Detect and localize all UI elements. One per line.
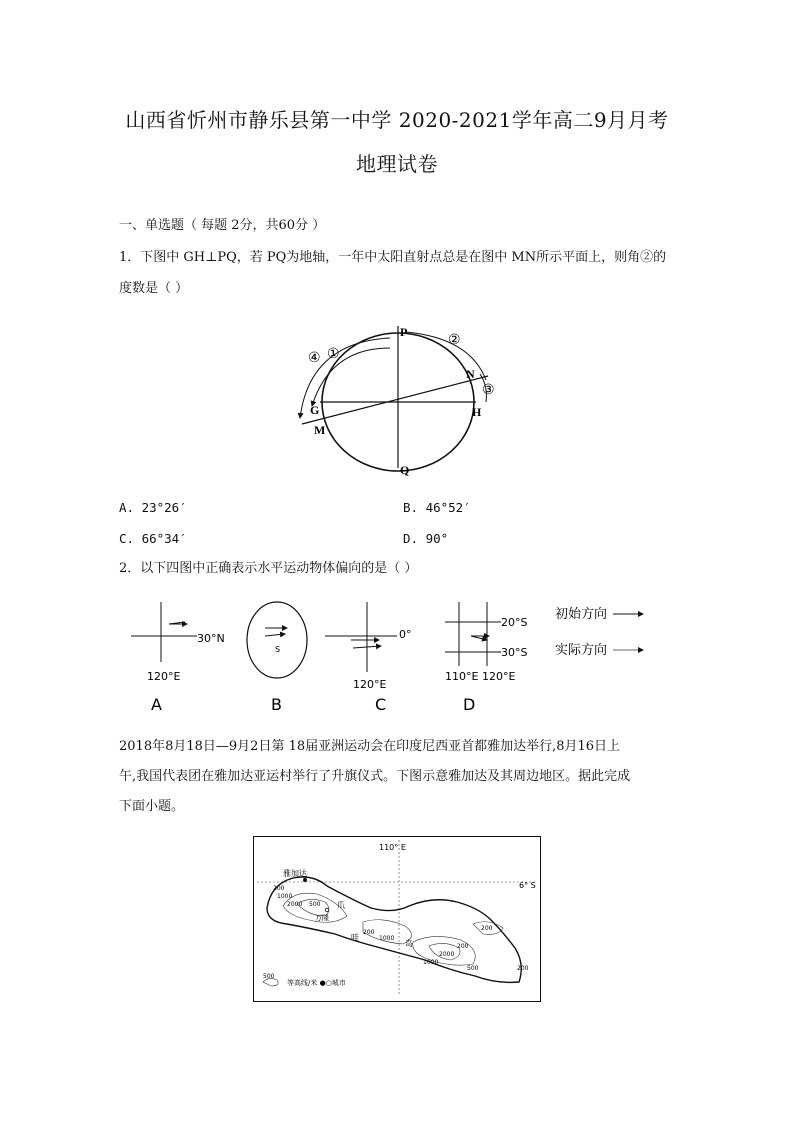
q1-option-d: D. 90° bbox=[403, 531, 449, 546]
map-peak-bandung: 万隆 bbox=[315, 914, 329, 922]
contour-label: 1000 bbox=[423, 959, 439, 966]
label-G: G bbox=[310, 403, 320, 417]
q1-figure bbox=[290, 318, 510, 480]
contour-label: 500 bbox=[467, 965, 479, 972]
fig-b-actual-arrow bbox=[265, 634, 285, 636]
fig-a-letter: A bbox=[151, 695, 162, 714]
q1-option-c: C. 66°34′ bbox=[119, 531, 187, 546]
fig-b-letter: B bbox=[271, 695, 282, 714]
label-M: M bbox=[314, 423, 326, 437]
contour-label: 2000 bbox=[287, 901, 303, 908]
q2-stem: 2．以下四图中正确表示水平运动物体偏向的是（ ） bbox=[119, 561, 418, 576]
page-title: 山西省忻州市静乐县第一中学 2020-2021学年高二9月月考 bbox=[125, 108, 669, 132]
label-H: H bbox=[472, 405, 482, 419]
q2-legend bbox=[555, 607, 643, 658]
label-P: P bbox=[400, 325, 408, 339]
fig-c bbox=[325, 602, 412, 714]
label-angle-4: ④ bbox=[308, 351, 321, 366]
label-angle-2: ② bbox=[448, 333, 461, 348]
fig-d-actual-arrow bbox=[471, 636, 487, 640]
fig-c-lon: 120°E bbox=[353, 678, 387, 691]
contour-label: 200 bbox=[273, 885, 285, 892]
q2-figures bbox=[125, 596, 665, 718]
fig-b-center: S bbox=[275, 645, 281, 654]
map-legend-text: 等高线/米 ●○城市 bbox=[287, 979, 346, 987]
contour-label: 200 bbox=[363, 929, 375, 936]
q1-stem-line2: 度数是（ ） bbox=[119, 281, 189, 296]
map-legend-value: 500 bbox=[263, 973, 275, 980]
q1-option-b: B. 46°52′ bbox=[403, 500, 471, 515]
label-angle-3: ③ bbox=[482, 383, 495, 398]
q1-option-a: A. 23°26′ bbox=[119, 500, 187, 515]
fig-d bbox=[445, 602, 527, 714]
fig-a-lon: 120°E bbox=[147, 670, 181, 683]
contour-label: 1000 bbox=[379, 935, 395, 942]
section-heading: 一、单选题（ 每题 2分，共60分 ） bbox=[119, 218, 326, 233]
map-island-char-3: 岛 bbox=[405, 939, 413, 948]
contour-label: 200 bbox=[517, 965, 529, 972]
contour-label: 1000 bbox=[277, 893, 293, 900]
fig-d-lat-top: 20°S bbox=[501, 616, 528, 629]
page-subtitle: 地理试卷 bbox=[356, 152, 438, 176]
fig-c-lat: 0° bbox=[399, 628, 412, 641]
label-Q: Q bbox=[400, 463, 410, 477]
fig-d-lat-bottom: 30°S bbox=[501, 646, 528, 659]
map-island-char-2: 哇 bbox=[351, 933, 359, 942]
jakarta-marker bbox=[303, 878, 307, 882]
legend-initial-label: 初始方向 bbox=[555, 607, 608, 622]
map-city-jakarta: 雅加达 bbox=[283, 869, 307, 878]
passage-line1: 2018年8月18日—9月2日第 18届亚洲运动会在印度尼西亚首都雅加达举行,8月16日上 bbox=[119, 739, 621, 754]
label-angle-1: ① bbox=[327, 347, 340, 362]
passage-line2: 午,我国代表团在雅加达亚运村举行了升旗仪式。下图示意雅加达及其周边地区。据此完成 bbox=[119, 769, 631, 784]
map-island-char-1: 爪 bbox=[337, 901, 345, 910]
line-mn bbox=[302, 376, 488, 424]
map-lon-label: 110° E bbox=[379, 843, 406, 852]
q1-stem-line1: 1．下图中 GH⊥PQ，若 PQ为地轴，一年中太阳直射点总是在图中 MN所示平面上，则角②的 bbox=[119, 250, 667, 265]
fig-a-lat: 30°N bbox=[197, 632, 225, 645]
fig-b bbox=[247, 602, 307, 714]
contour-label: 200 bbox=[457, 943, 469, 950]
label-N: N bbox=[466, 367, 475, 381]
map-lat-label: 6° S bbox=[519, 881, 536, 890]
fig-c-letter: C bbox=[375, 695, 387, 714]
fig-d-letter: D bbox=[463, 695, 476, 714]
contour-label: 500 bbox=[309, 901, 321, 908]
contour-label: 2000 bbox=[439, 951, 455, 958]
fig-d-lon: 110°E 120°E bbox=[445, 670, 516, 683]
arc-angle-1 bbox=[312, 348, 390, 406]
contour-label: 200 bbox=[481, 925, 493, 932]
passage-line3: 下面小题。 bbox=[119, 799, 185, 814]
fig-a bbox=[131, 602, 225, 714]
legend-actual-label: 实际方向 bbox=[555, 643, 608, 658]
java-map bbox=[253, 836, 541, 1002]
